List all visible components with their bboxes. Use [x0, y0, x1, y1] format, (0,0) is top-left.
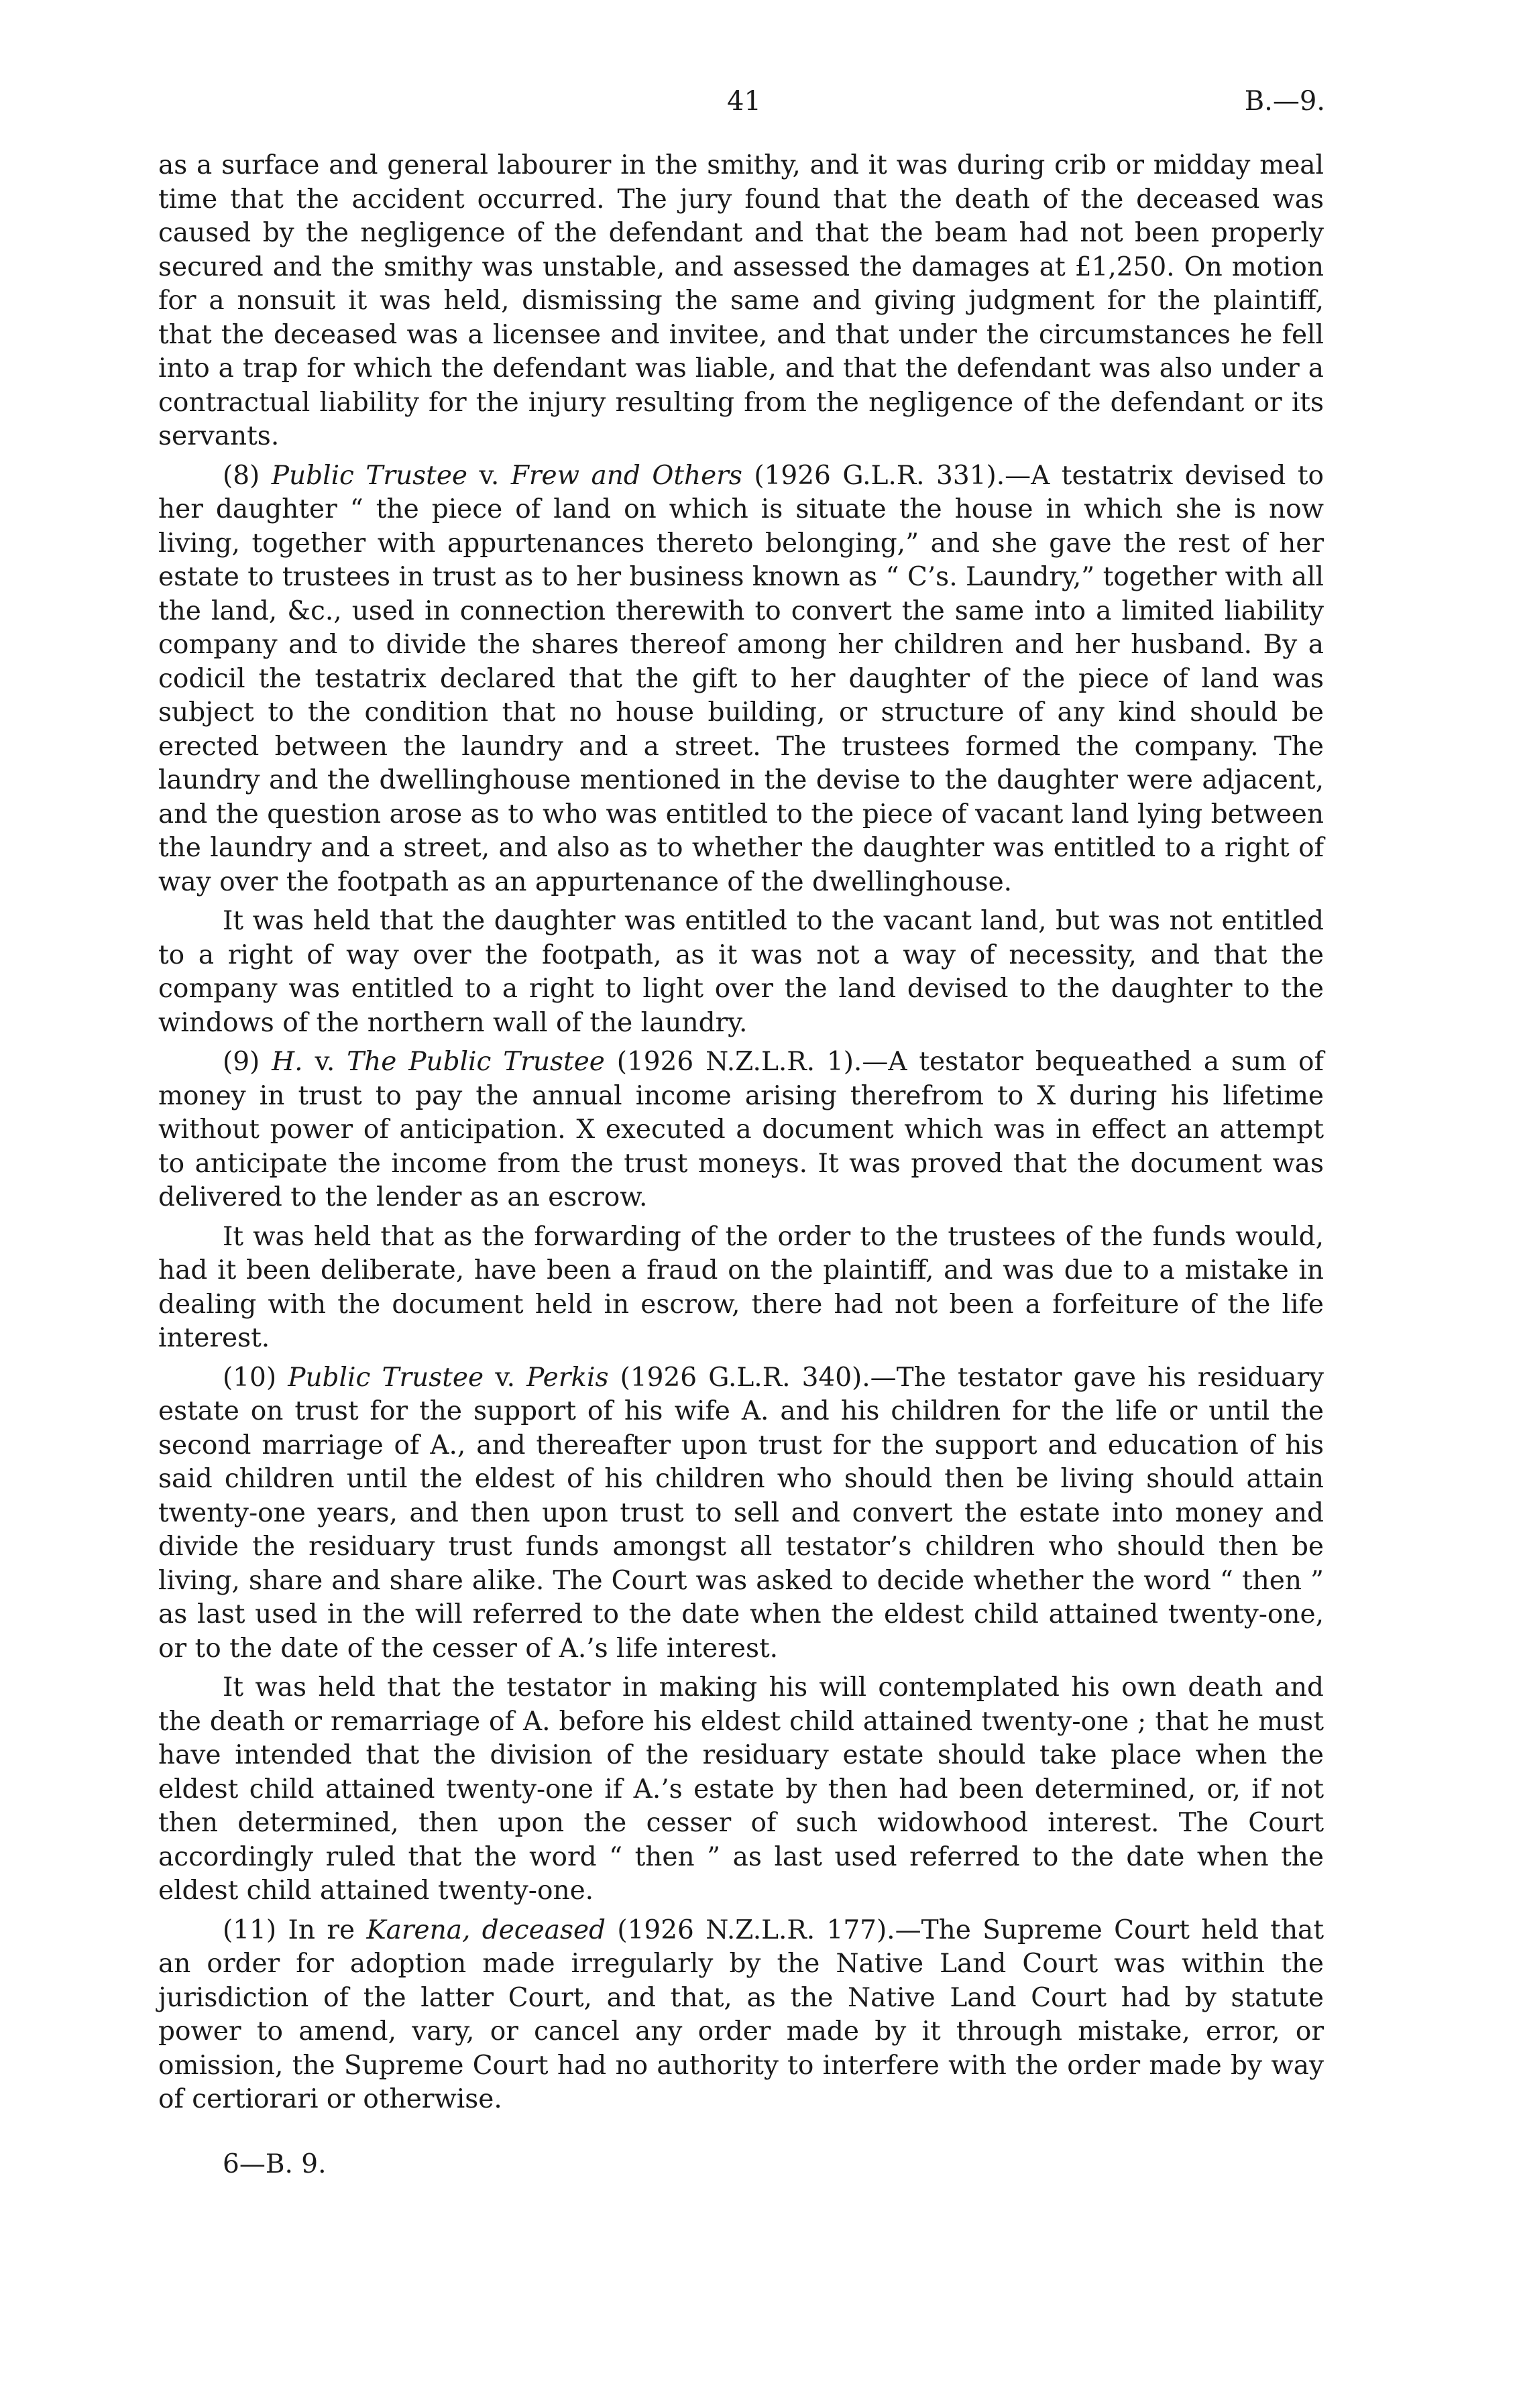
case-text: The Supreme Court held that an order for adoption made irregularly by the Native Land Court was within the jurisdiction of the latter Court, and that, as the Native Land Court had by statute power to amend, vary, or cancel any order made by it through mistake, error, or omission, the Supreme Court had no authority to interfere with the order made by way of certiorari or otherwise.	[158, 1914, 1324, 2114]
case-8-holding	[158, 905, 1324, 1040]
case-citation: (1926 G.L.R. 340).—	[620, 1362, 897, 1393]
holding-text: It was held that the daughter was entitled to the vacant land, but was not entitled to a right of way over the footpath, as it was not a way of necessity, and that the company was entitled to a right to light over the land devised to the daughter to the windows of the northern wall of the laundry.	[158, 906, 1324, 1038]
case-party-1: Public Trustee	[271, 460, 467, 491]
case-party-1: H.	[272, 1047, 303, 1077]
document-body	[158, 149, 1324, 2181]
case-9-holding	[158, 1220, 1324, 1356]
case-11-paragraph	[158, 1914, 1324, 2117]
case-versus: v.	[315, 1047, 335, 1077]
case-text: A testator bequeathed a sum of money in trust to pay the annual income arising therefrom to X during his lifetime without power of anticipation. X executed a document which was in effect an attempt to anticipate the income from the trust moneys. It was proved that the document was delivered to the lender as an escrow.	[158, 1047, 1324, 1212]
case-number: (8)	[223, 460, 260, 491]
case-text: A testatrix devised to her daughter “ the piece of land on which is situate the house in which she is now living, together with appurtenances thereto belonging,” and she gave the rest of her estate to trustees in trust as to her business known as “ C’s. Laundry,” together with all the land, &c., used in connection therewith to convert the same into a limited liability company and to divide the shares thereof among her children and her husband. By a codicil the testatrix declared that the gift to her daughter of the piece of land was subject to the condition that no house building, or structure of any kind should be erected between the laundry and a street. The trustees formed the company. The laundry and the dwellinghouse mentioned in the devise to the daughter were adjacent, and the question arose as to who was entitled to the piece of vacant land lying between the laundry and a street, and also as to whether the daughter was entitled to a right of way over the footpath as an appurtenance of the dwellinghouse.	[158, 460, 1325, 897]
case-10-paragraph	[158, 1361, 1324, 1666]
case-party-1: Public Trustee	[288, 1362, 484, 1393]
case-9-paragraph	[158, 1045, 1324, 1215]
case-8-paragraph	[158, 459, 1324, 900]
case-citation: (1926 N.Z.L.R. 177).—	[617, 1914, 921, 1945]
case-number: (9)	[223, 1047, 260, 1077]
page-header	[0, 86, 1521, 126]
case-party-2: The Public Trustee	[347, 1047, 605, 1077]
page-number: 41	[727, 86, 761, 117]
case-10-holding	[158, 1671, 1324, 1908]
document-reference: B.—9.	[1244, 86, 1325, 117]
case-citation: (1926 G.L.R. 331).—	[754, 460, 1031, 491]
holding-text: It was held that as the forwarding of the order to the trustees of the funds would, had it been deliberate, have been a fraud on the plaintiff, and was due to a mistake in dealing with the document held in escrow, there had not been a forfeiture of the life interest.	[158, 1221, 1324, 1353]
case-party-1: Karena, deceased	[366, 1914, 606, 1945]
case-versus: v.	[479, 460, 500, 491]
paragraph-text: as a surface and general labourer in the smithy, and it was during crib or midday meal time that the accident occurred. The jury found that the death of the deceased was caused by the negligence of the defendant and that the beam had not been properly secured and the smithy was unstable, and assessed the damages at £1,250. On motion for a nonsuit it was held, dismissing the same and giving judgment for the plaintiff, that the deceased was a licensee and invitee, and that under the circumstances he fell into a trap for which the defendant was liable, and that the defendant was also under a contractual liability for the injury resulting from the negligence of the defendant or its servants.	[158, 150, 1324, 451]
case-versus: v.	[495, 1362, 516, 1393]
case-number: (10)	[223, 1362, 277, 1393]
case-prefix: In re	[288, 1914, 355, 1945]
holding-text: It was held that the testator in making his will contemplated his own death and the death or remarriage of A. before his eldest child attained twenty-one ; that he must have intended that the division of the residuary estate should take place when the eldest child attained twenty-one if A.’s estate by then had been determined, or, if not then determined, then upon the cesser of such widowhood interest. The Court accordingly ruled that the word “ then ” as last used referred to the date when the eldest child attained twenty-one.	[158, 1672, 1324, 1906]
case-text: The testator gave his residuary estate on trust for the support of his wife A. and his children for the life or until the second marriage of A., and thereafter upon trust for the support and education of his said children until the eldest of his children who should then be living should attain twenty-one years, and then upon trust to sell and convert the estate into money and divide the residuary trust funds amongst all testator’s children who should then be living, share and share alike. The Court was asked to decide whether the word “ then ” as last used in the will referred to the date when the eldest child attained twenty-one, or to the date of the cesser of A.’s life interest.	[158, 1362, 1325, 1664]
case-citation: (1926 N.Z.L.R. 1).—	[616, 1047, 889, 1077]
signature-mark: 6—B. 9.	[223, 2148, 327, 2179]
case-number: (11)	[223, 1914, 277, 1945]
case-party-2: Frew and Others	[510, 460, 742, 491]
case-party-2: Perkis	[526, 1362, 609, 1393]
paragraph-continued	[158, 149, 1324, 454]
